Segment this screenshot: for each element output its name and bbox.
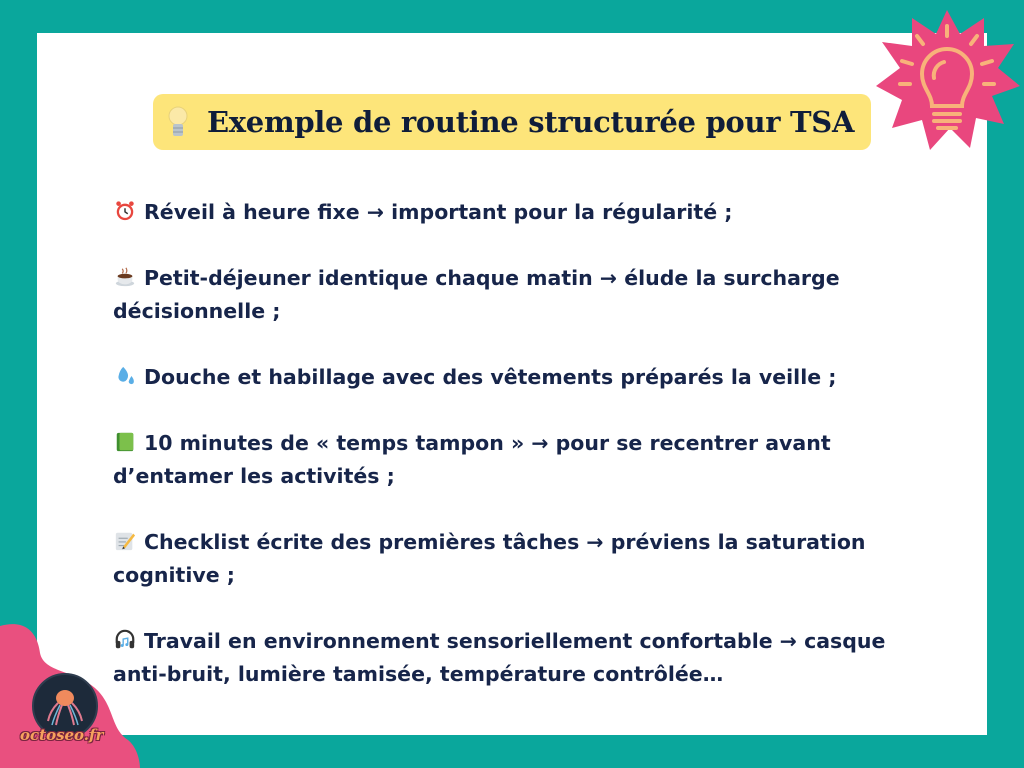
list-item <box>113 625 913 691</box>
list-item-text: Checklist écrite des premières tâches → préviens la saturation cognitive ; <box>113 530 866 587</box>
list-item <box>113 262 913 328</box>
list-item <box>113 196 913 229</box>
logo-text[interactable]: octoseo.fr <box>20 726 104 744</box>
memo-pencil-icon <box>113 530 137 552</box>
list-item-text: Travail en environnement sensoriellement confortable → casque anti-bruit, lumière tamisée, température contrôlée… <box>113 629 886 686</box>
title-banner <box>153 94 871 150</box>
list-item <box>113 526 913 592</box>
routine-list <box>113 196 913 724</box>
page-title: Exemple de routine structurée pour TSA <box>207 105 855 139</box>
green-book-icon <box>113 431 137 453</box>
list-item <box>113 427 913 493</box>
lightbulb-icon <box>163 102 193 142</box>
list-item-text: Petit-déjeuner identique chaque matin → élude la surcharge décisionnelle ; <box>113 266 840 323</box>
lightbulb-starburst-icon <box>872 6 1022 156</box>
sweat-droplets-icon <box>113 365 137 387</box>
list-item-text: Douche et habillage avec des vêtements préparés la veille ; <box>144 365 837 389</box>
list-item-text: 10 minutes de « temps tampon » → pour se recentrer avant d’entamer les activités ; <box>113 431 831 488</box>
alarm-clock-icon <box>113 200 137 222</box>
list-item-text: Réveil à heure fixe → important pour la régularité ; <box>144 200 733 224</box>
list-item <box>113 361 913 394</box>
hot-beverage-icon <box>113 266 137 288</box>
